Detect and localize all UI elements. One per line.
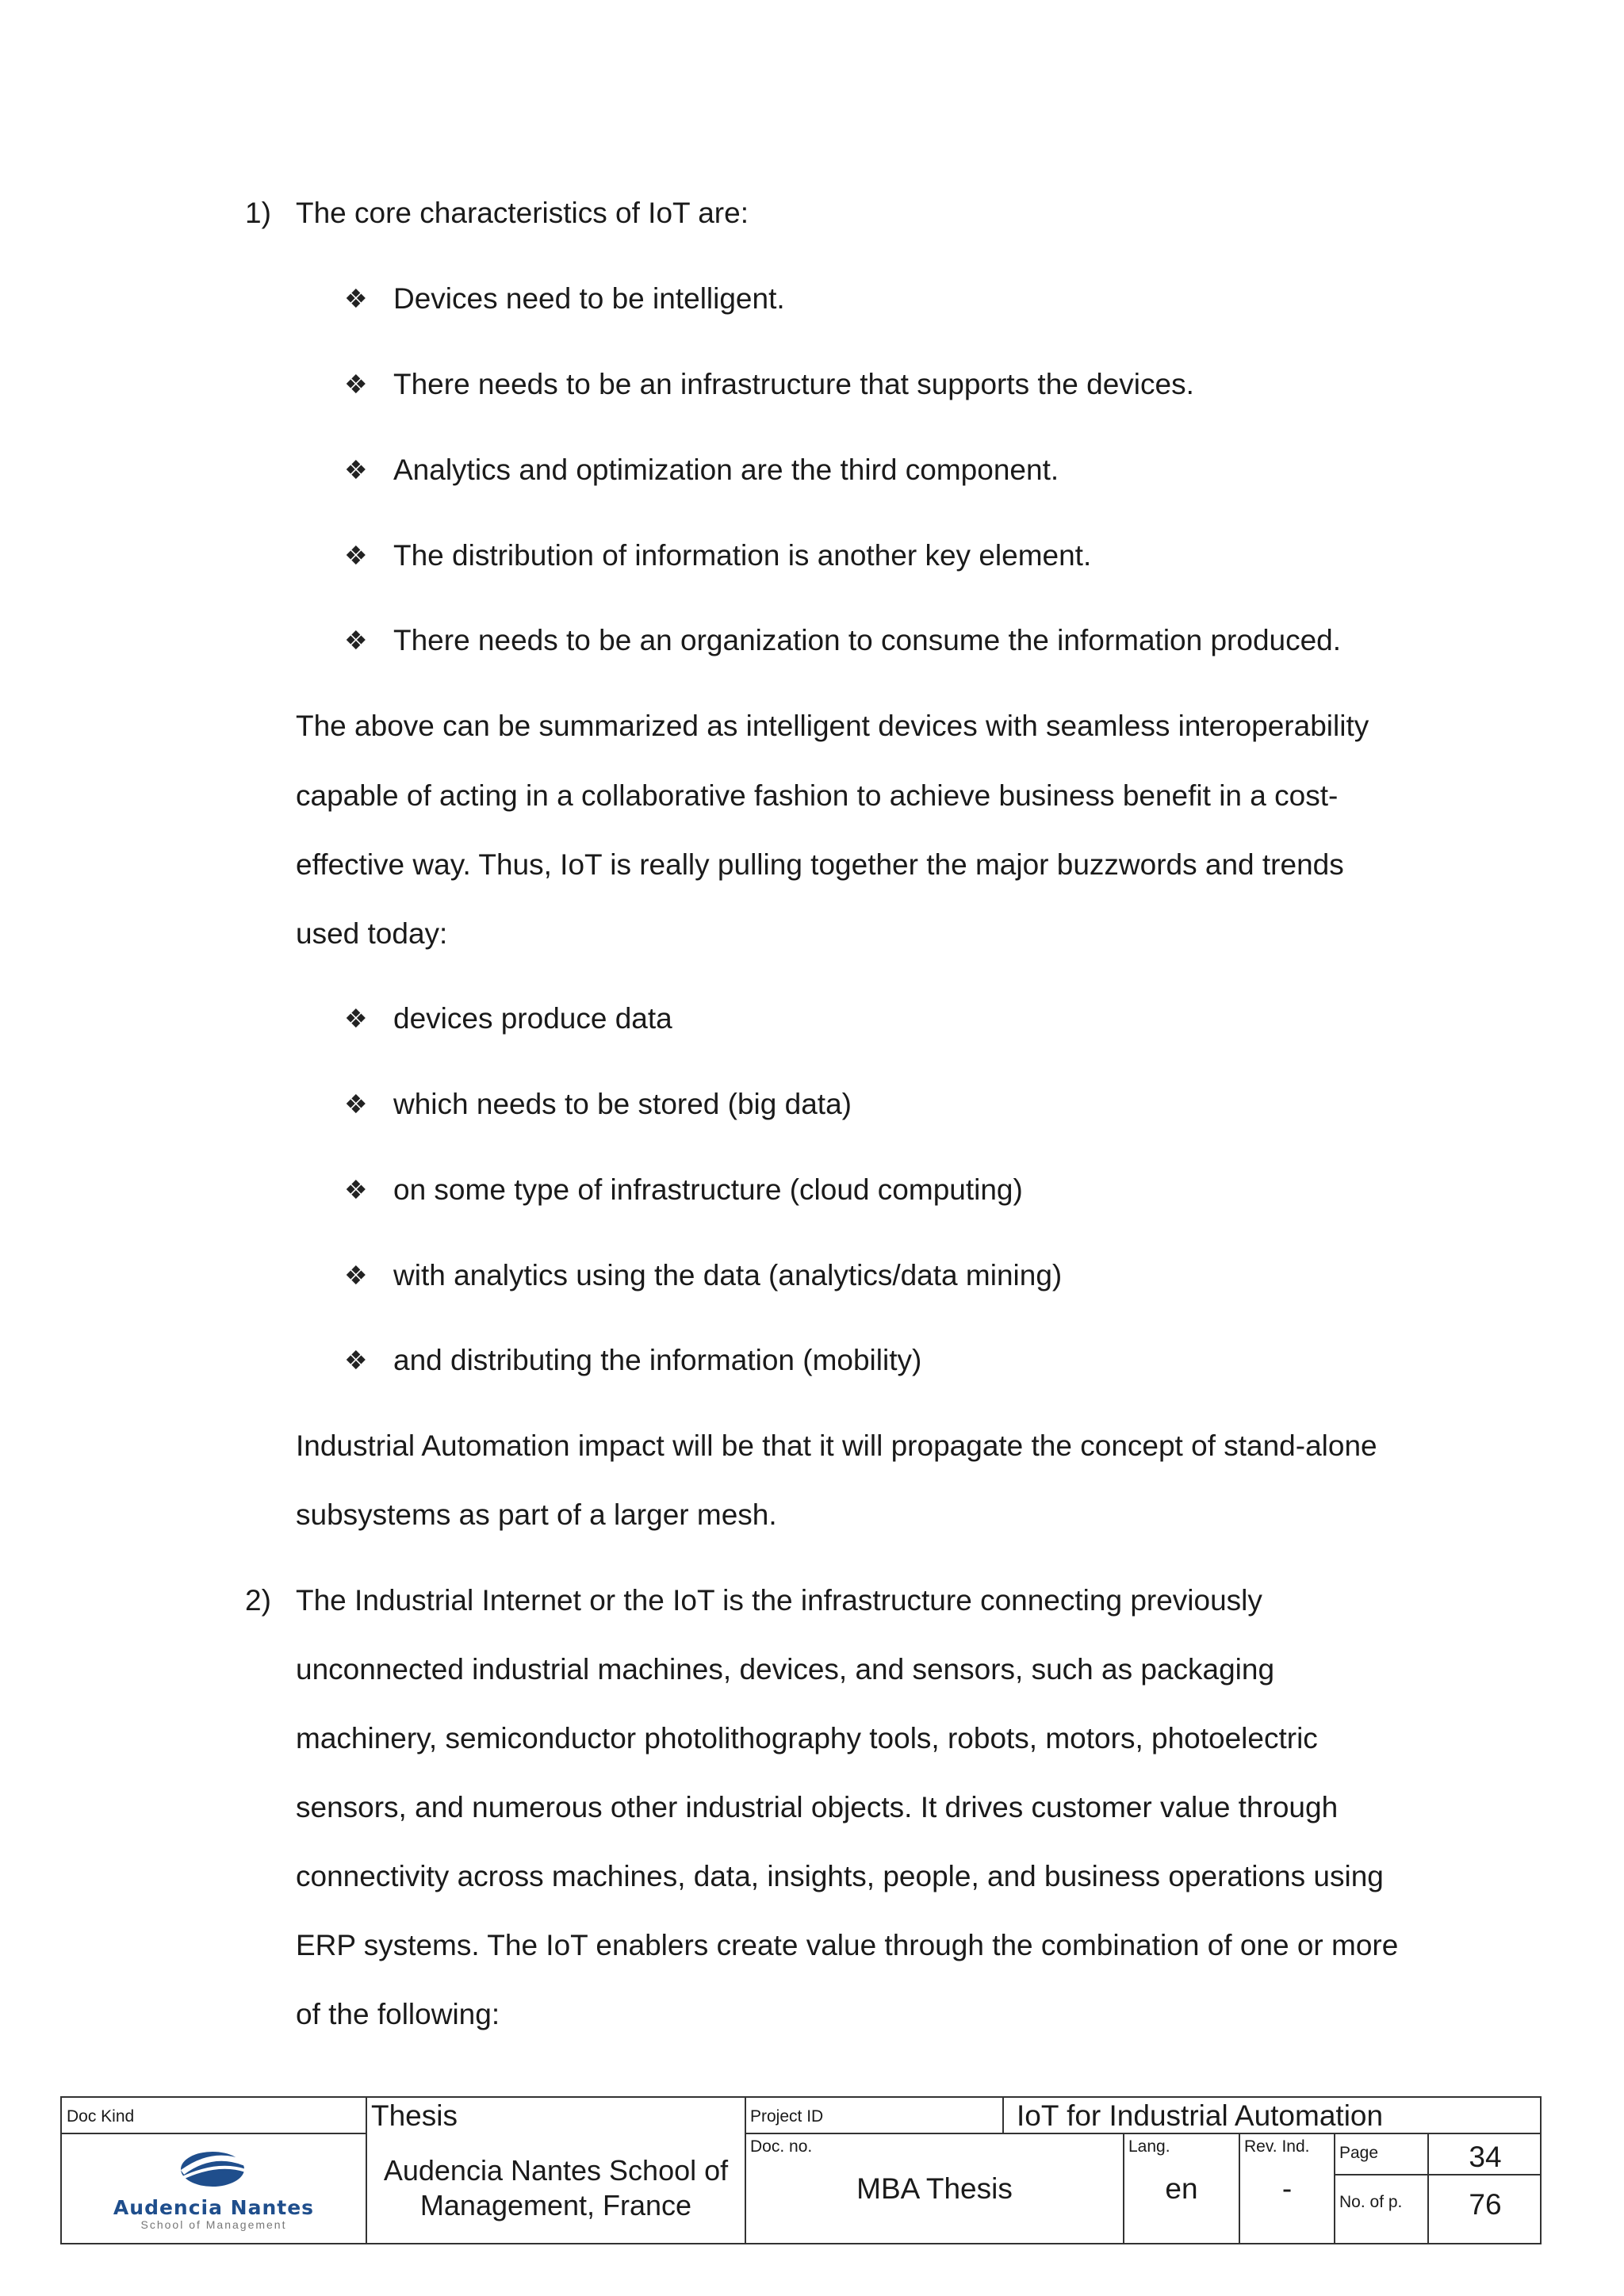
footer-title-block [60, 2096, 1542, 2244]
project-id-label: Project ID [750, 2107, 824, 2126]
bullet-icon: ❖ [344, 541, 368, 570]
rev-value: - [1281, 2172, 1293, 2205]
bullet-icon: ❖ [344, 1004, 368, 1033]
item2-number: 2) [245, 1584, 271, 1617]
item2-line: sensors, and numerous other industrial objects. It drives customer value through [296, 1791, 1339, 1823]
item2-line: connectivity across machines, data, insights, people, and business operations using [296, 1860, 1384, 1892]
summary-line: used today: [296, 917, 448, 950]
school-name-line: Audencia Nantes School of [383, 2154, 729, 2187]
logo [62, 2134, 366, 2243]
bullet-icon: ❖ [344, 1089, 368, 1119]
footer-divider [1334, 2174, 1542, 2175]
impact-line: subsystems as part of a larger mesh. [296, 1498, 777, 1531]
rev-label: Rev. Ind. [1244, 2137, 1310, 2156]
page-value: 34 [1469, 2141, 1502, 2173]
school-name [367, 2153, 745, 2223]
bullet-icon: ❖ [344, 455, 368, 484]
no-of-pages-label: No. of p. [1339, 2193, 1403, 2211]
item2-line: machinery, semiconductor photolithography tools, robots, motors, photoelectric [296, 1722, 1318, 1755]
item2-line: unconnected industrial machines, devices, and sensors, such as packaging [296, 1653, 1275, 1686]
impact-line: Industrial Automation impact will be that it will propagate the concept of stand-alone [296, 1429, 1377, 1462]
item2-line: of the following: [296, 1998, 500, 2030]
bullet-icon: ❖ [344, 626, 368, 655]
characteristic-item: There needs to be an infrastructure that supports the devices. [393, 368, 1194, 400]
bullet-icon: ❖ [344, 1175, 368, 1204]
page-label: Page [1339, 2144, 1379, 2162]
trend-item: which needs to be stored (big data) [393, 1088, 852, 1120]
doc-kind-value: Thesis [371, 2099, 458, 2132]
summary-line: capable of acting in a collaborative fashion to achieve business benefit in a cost- [296, 779, 1339, 812]
project-id-value: IoT for Industrial Automation [1017, 2099, 1384, 2132]
characteristic-item: There needs to be an organization to consume the information produced. [393, 624, 1342, 656]
trend-item: and distributing the information (mobility) [393, 1344, 922, 1376]
bullet-icon: ❖ [344, 1345, 368, 1375]
doc-kind-label: Doc Kind [67, 2107, 135, 2126]
characteristic-item: The distribution of information is another key element. [393, 539, 1092, 572]
item1-number: 1) [245, 197, 271, 229]
bullet-icon: ❖ [344, 1261, 368, 1290]
summary-line: The above can be summarized as intelligent devices with seamless interoperability [296, 710, 1369, 742]
logo-text: Audencia Nantes [113, 2196, 315, 2219]
logo-subtext: School of Management [140, 2218, 287, 2231]
characteristic-item: Analytics and optimization are the third component. [393, 453, 1059, 486]
bullet-icon: ❖ [344, 284, 368, 313]
item2-line: ERP systems. The IoT enablers create value through the combination of one or more [296, 1929, 1399, 1961]
school-name-line: Management, France [419, 2189, 692, 2221]
no-of-pages-value: 76 [1469, 2188, 1502, 2221]
footer-divider [745, 2098, 746, 2243]
lang-value: en [1165, 2172, 1198, 2205]
characteristic-item: Devices need to be intelligent. [393, 282, 785, 315]
trend-item: devices produce data [393, 1002, 672, 1035]
doc-no-value: MBA Thesis [856, 2172, 1013, 2205]
footer-divider [1334, 2133, 1335, 2243]
lang-label: Lang. [1128, 2137, 1170, 2156]
footer-divider [745, 2133, 1542, 2134]
trend-item: on some type of infrastructure (cloud computing) [393, 1173, 1023, 1206]
bullet-icon: ❖ [344, 369, 368, 399]
doc-no-label: Doc. no. [750, 2137, 813, 2156]
item2-line: The Industrial Internet or the IoT is the infrastructure connecting previously [296, 1584, 1262, 1617]
trend-item: with analytics using the data (analytics/data mining) [393, 1259, 1063, 1292]
item1-intro: The core characteristics of IoT are: [296, 197, 749, 229]
summary-line: effective way. Thus, IoT is really pulling together the major buzzwords and trends [296, 848, 1344, 881]
footer-divider [1002, 2098, 1004, 2134]
